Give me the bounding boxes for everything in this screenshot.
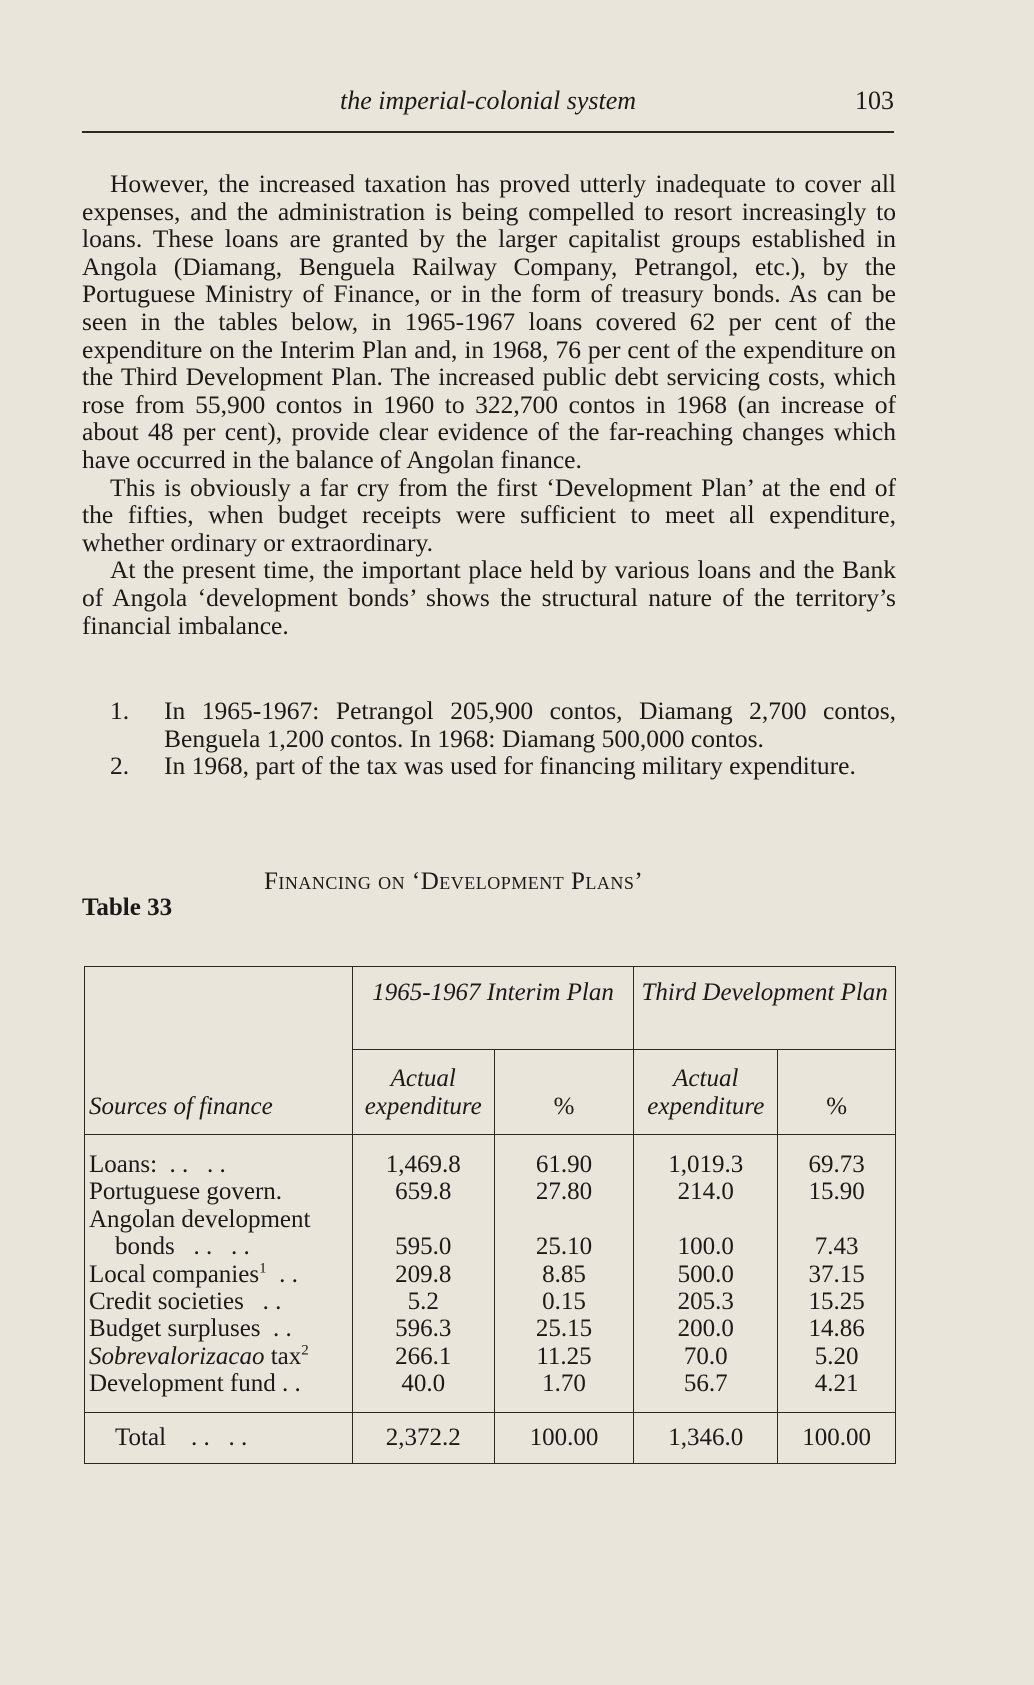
percent-cell: 14.86	[778, 1315, 896, 1342]
percent-cell: 25.15	[494, 1315, 634, 1342]
column-header-actual: Actual expenditure	[352, 1050, 494, 1135]
table-caption	[264, 868, 643, 896]
table-row	[85, 1343, 896, 1370]
table-row	[85, 1261, 896, 1288]
actual-cell: 56.7	[634, 1370, 778, 1412]
actual-cell: 200.0	[634, 1315, 778, 1342]
actual-cell: 100.0	[634, 1233, 778, 1260]
percent-cell	[494, 1206, 634, 1233]
percent-cell: 69.73	[778, 1151, 896, 1178]
actual-cell: 209.8	[352, 1261, 494, 1288]
source-cell: Local companies$^1$ . .	[85, 1261, 353, 1288]
source-cell: Sobrevalorizacao tax$^2$	[85, 1343, 353, 1370]
percent-cell: 37.15	[778, 1261, 896, 1288]
actual-cell: 595.0	[352, 1233, 494, 1260]
column-group-header: Third Development Plan	[634, 967, 896, 1050]
running-head	[82, 86, 894, 120]
table-row	[85, 1206, 896, 1233]
table-row	[85, 1233, 896, 1260]
percent-cell: 4.21	[778, 1370, 896, 1412]
table-label: Table 33	[82, 894, 173, 921]
percent-cell: 61.90	[494, 1151, 634, 1178]
header-rule	[82, 131, 894, 133]
source-cell: Development fund . .	[85, 1370, 353, 1412]
actual-cell: 659.8	[352, 1178, 494, 1205]
table-row	[85, 1370, 896, 1412]
actual-cell	[634, 1206, 778, 1233]
note-text: In 1965-1967: Petrangol 205,900 contos, Diamang 2,700 contos, Benguela 1,200 contos. In 1968: Diamang 500,000 contos.	[164, 696, 896, 753]
paragraph: However, the increased taxation has proved utterly inadequate to cover all expenses, and the administration is being compelled to resort increasingly to loans. These loans are granted by the larger capitalist groups established in Angola (Diamang, Benguela Railway Company, Petrangol, etc.), by the Portuguese Ministry of Finance, or in the form of treasury bonds. As can be seen in the tables below, in 1965-1967 loans covered 62 per cent of the expenditure on the Interim Plan and, in 1968, 76 per cent of the expenditure on the Third Development Plan. The increased public debt servicing costs, which rose from 55,900 contos in 1960 to 322,700 contos in 1968 (an increase of about 48 per cent), provide clear evidence of the far-reaching changes which have occurred in the balance of Angolan finance.	[82, 169, 896, 474]
source-cell: Portuguese govern.	[85, 1178, 353, 1205]
actual-cell: 214.0	[634, 1178, 778, 1205]
total-actual-cell: 1,346.0	[634, 1412, 778, 1463]
table-caption-text: Financing on ‘Development Plans’	[264, 868, 644, 895]
total-percent-cell: 100.00	[494, 1412, 634, 1463]
source-cell: Angolan development	[85, 1206, 353, 1233]
percent-cell: 15.25	[778, 1288, 896, 1315]
page-number: 103	[855, 86, 894, 115]
source-cell: bonds . . . .	[85, 1233, 353, 1260]
paragraph: This is obviously a far cry from the first ‘Development Plan’ at the end of the fifties, when budget receipts were sufficient to meet all expenditure, whether ordinary or extraordinary.	[82, 472, 896, 557]
actual-cell: 596.3	[352, 1315, 494, 1342]
actual-cell: 40.0	[352, 1370, 494, 1412]
note-number: 1.	[110, 696, 130, 725]
column-header-actual: Actual expenditure	[634, 1050, 778, 1135]
percent-cell: 15.90	[778, 1178, 896, 1205]
column-header-percent: %	[494, 1050, 634, 1135]
table-row	[85, 1288, 896, 1315]
source-cell: Credit societies . .	[85, 1288, 353, 1315]
actual-cell: 5.2	[352, 1288, 494, 1315]
source-cell: Loans: . . . .	[85, 1151, 353, 1178]
note-item	[82, 752, 896, 780]
percent-cell: 0.15	[494, 1288, 634, 1315]
table-header-row	[85, 967, 896, 1050]
table-total-row	[85, 1412, 896, 1463]
column-group-header: 1965-1967 Interim Plan	[352, 967, 634, 1050]
source-header-cell	[85, 967, 353, 1135]
actual-cell: 1,019.3	[634, 1151, 778, 1178]
percent-cell: 1.70	[494, 1370, 634, 1412]
column-header-sources: Sources of finance	[89, 1092, 273, 1120]
actual-cell: 205.3	[634, 1288, 778, 1315]
percent-cell: 27.80	[494, 1178, 634, 1205]
column-header-percent: %	[778, 1050, 896, 1135]
note-item	[82, 697, 896, 752]
financing-table	[84, 966, 896, 1464]
actual-cell: 70.0	[634, 1343, 778, 1370]
note-text: In 1968, part of the tax was used for financing military expenditure.	[164, 751, 856, 781]
table-row	[85, 1151, 896, 1178]
percent-cell: 7.43	[778, 1233, 896, 1260]
percent-cell: 5.20	[778, 1343, 896, 1370]
total-actual-cell: 2,372.2	[352, 1412, 494, 1463]
paragraph: At the present time, the important place held by various loans and the Bank of Angola ‘development bonds’ shows the structural nature of the territory’s financial imbalance.	[82, 555, 896, 640]
total-label-cell: Total . . . .	[85, 1412, 353, 1463]
total-percent-cell: 100.00	[778, 1412, 896, 1463]
actual-cell: 1,469.8	[352, 1151, 494, 1178]
note-number: 2.	[110, 751, 130, 781]
table-spacer	[85, 1135, 896, 1152]
source-cell: Budget surpluses . .	[85, 1315, 353, 1342]
percent-cell: 25.10	[494, 1233, 634, 1260]
table-row	[85, 1315, 896, 1342]
table-row	[85, 1178, 896, 1205]
percent-cell	[778, 1206, 896, 1233]
notes	[82, 697, 896, 780]
actual-cell: 266.1	[352, 1343, 494, 1370]
actual-cell	[352, 1206, 494, 1233]
running-title: the imperial-colonial system	[339, 86, 637, 115]
percent-cell: 8.85	[494, 1261, 634, 1288]
body-text	[82, 170, 896, 639]
percent-cell: 11.25	[494, 1343, 634, 1370]
actual-cell: 500.0	[634, 1261, 778, 1288]
